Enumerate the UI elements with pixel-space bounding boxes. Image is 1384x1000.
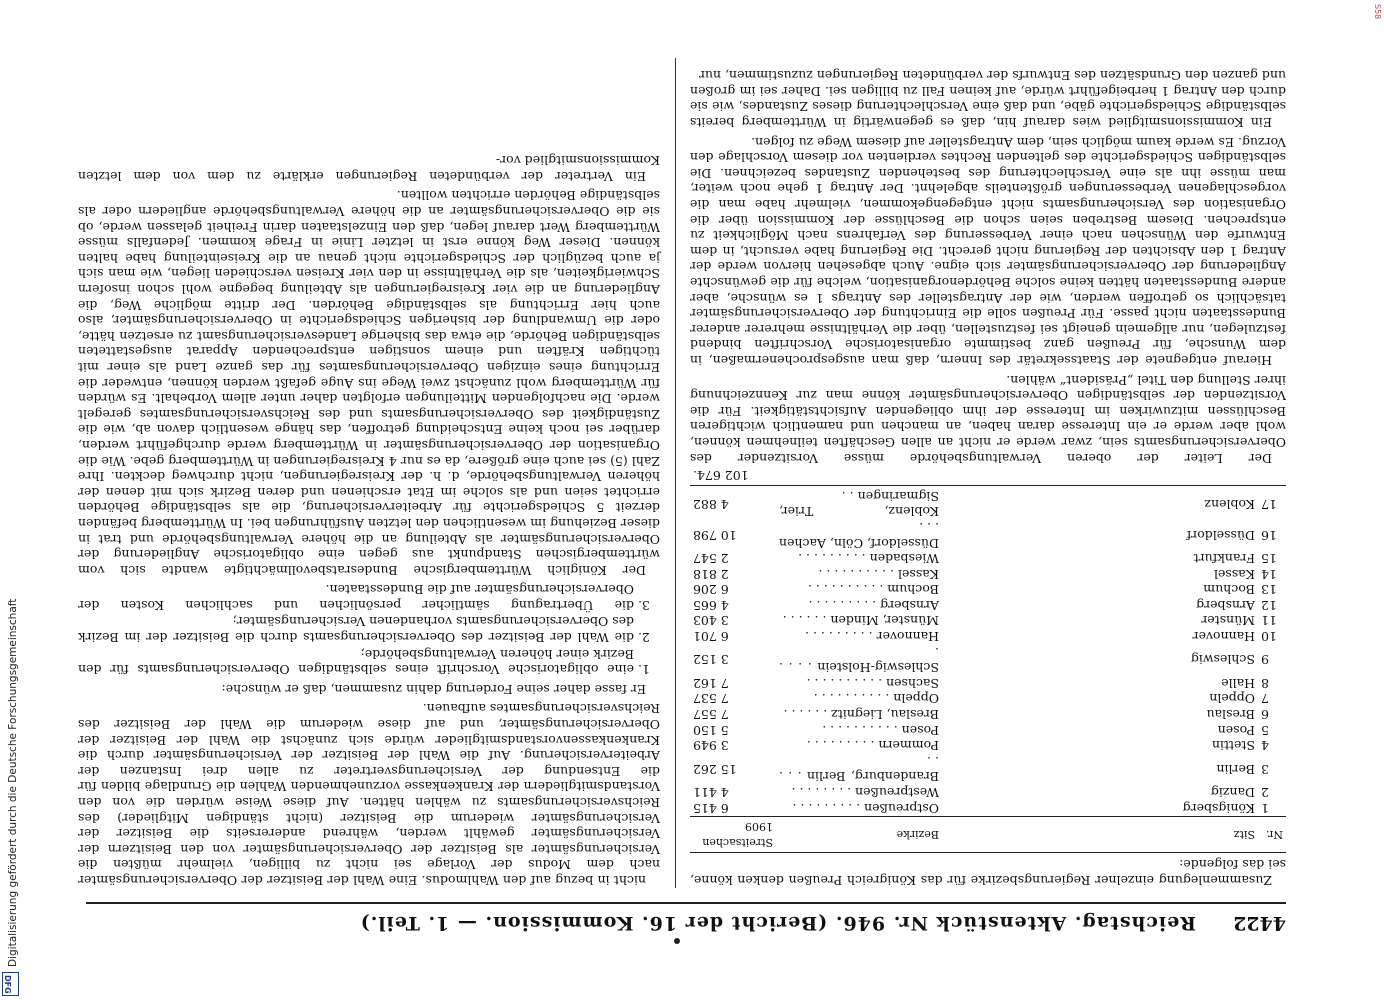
row-bezirke: Münster, Minden . . . . . . [782,613,939,629]
row-streitsachen: 4 665 [693,597,729,613]
row-streitsachen: 7 557 [693,707,729,723]
intro-paragraph: Zusammenlegung einzelner Regierungsbezirke für das Königreich Preußen denken könne, sei das folgende: [690,857,1286,888]
row-streitsachen: 2 547 [693,551,729,567]
row-nr: 6 [1261,707,1269,723]
digitization-credit: Digitalisierung gefördert durch die Deutsche Forschungsgemeinschaft [7,598,19,967]
right-column [78,149,660,888]
table-row [690,629,1286,645]
paragraph: Der Leiter der oberen Verwaltungsbehörde müsse Vorsitzender des Oberversicherungsamts sein, zwar werde er nicht an allen Geschäften teilnehmen können, wohl aber werde er ein Interesse daran haben, an manchen und namentlich wichtigeren Beschlüssen mitzuwirken im Interesse der ihm obliegenden Aufsichtstätigkeit. Für die Vorsitzenden der selbständigen Oberversicherungsämter könne man zur Kennzeichnung ihrer Stellung den Titel „Präsident“ wählen. [690,372,1286,466]
dfg-logo: DFG [2,972,19,996]
row-bezirke: Pommern . . . . . . . . . [806,738,939,754]
row-streitsachen: 4 411 [693,785,729,801]
row-nr: 14 [1261,566,1277,582]
demands-list [78,582,634,678]
row-nr: 5 [1261,722,1269,738]
row-bezirke: Düsseldorf, Cöln, Aachen . . . [779,519,939,551]
row-bezirke: Arnsberg . . . . . . . . . [808,597,939,613]
table-row [690,551,1286,567]
row-nr: 2 [1261,785,1269,801]
table-row [690,722,1286,738]
table-row [690,753,1286,784]
row-nr: 4 [1261,738,1269,754]
paragraph: nicht in bezug auf den Wahlmodus. Eine Wahl der Beisitzer der Oberversicherungsämter nach dem Modus der Vorlage sei nicht zu billigen, vielmehr müßten die Versicherungsämter als Beisitzer der Oberversicherungsämter von den Beisitzern der Versicherungsämter gewählt werden, während andererseits die Beisitzer der Versicherungsämter wiederum die Beisitzer (nicht ständigen Mitglieder) des Reichsversicherungsamts zu wählen hätten. Auf diese Weise würden die von den Vorstandsmitgliedern der Krankenkasse vorzunehmenden Wahlen die Grundlage bilden für die Entsendung der Versicherungsvertreter zu allen drei Instanzen der Arbeiterversicherung. Auf die Wahl der Beisitzer der Versicherungsämter durch die Krankenkassenvorstandsmitglieder würde sich zunächst die Wahl der Beisitzer der Oberversicherungsämter, und auf diese wiederum die Wahl der Beisitzer des Reichsversicherungsamtes aufbauen. [78,701,660,888]
row-streitsachen: 15 262 [693,761,737,777]
row-nr: 9 [1261,652,1269,668]
row-bezirke: Breslau, Liegnitz . . . . . . [783,707,939,723]
row-streitsachen: 6 701 [693,629,729,645]
row-bezirke: Posen . . . . . . . . . . [822,722,939,738]
row-streitsachen: 5 150 [693,722,729,738]
row-bezirke: Schleswig-Holstein . . . . . [779,644,939,676]
row-sitz: Bochum [1203,582,1255,598]
row-nr: 8 [1261,675,1269,691]
row-bezirke: Ostpreußen . . . . . . . . . [792,800,939,816]
row-nr: 3 [1261,761,1269,777]
table-row [690,566,1286,582]
row-streitsachen: 3 152 [693,652,729,668]
row-sitz: Posen [1217,722,1255,738]
header-bezirke: Bezirke [776,816,942,852]
row-bezirke: Wiesbaden . . . . . . . . . [798,551,939,567]
row-bezirke: Hannover . . . . . . . . . [805,629,939,645]
row-sitz: Breslau [1206,707,1255,723]
row-streitsachen: 7 537 [693,691,729,707]
row-streitsachen: 6 415 [693,800,729,816]
row-sitz: Schleswig [1190,652,1255,668]
row-sitz: Stettin [1211,738,1255,754]
table-row [690,613,1286,629]
row-nr: 16 [1261,527,1277,543]
row-nr: 11 [1261,613,1277,629]
row-sitz: Münster [1201,613,1255,629]
page-number: 4422 [1233,912,1286,934]
table-row [690,784,1286,800]
row-nr: 15 [1261,551,1277,567]
row-sitz: Frankfurt [1193,551,1255,567]
page-title: Reichstag. Aktenstück Nr. 946. (Bericht der 16. Kommission. — 1. Teil.) [359,912,1196,934]
row-bezirke: Brandenburg, Berlin . . . . . [779,753,939,785]
row-nr: 17 [1261,496,1277,512]
list-item: 2. die Wahl der Beisitzer des Oberversicherungsamts durch die Beisitzer der im Bezirk des Oberversicherungsamts vorhandenen Versicherungsämter; [78,614,634,645]
table-total: 102 674. [690,466,1286,487]
table-row [690,691,1286,707]
row-streitsachen: 6 206 [693,582,729,598]
list-item: 1. eine obligatorische Vorschrift eines selbständigen Oberversicherungsamts für den Bezirk einer höheren Verwaltungsbehörde; [78,646,634,677]
row-streitsachen: 2 818 [693,566,729,582]
list-item: 3. die Übertragung sämtlicher persönlichen und sachlichen Kosten der Oberversicherungsämter auf die Bundesstaaten. [78,582,634,613]
column-divider [675,58,676,888]
table-row [690,800,1286,816]
row-sitz: Koblenz [1204,496,1255,512]
table-row [690,582,1286,598]
page-header [106,908,1286,934]
header-sitz: Sitz [942,816,1258,852]
page-signature: S58 [1373,4,1382,20]
row-streitsachen: 7 162 [693,675,729,691]
row-streitsachen: 3 949 [693,738,729,754]
paragraph: Er fasse daher seine Forderung dahin zusammen, daß er wünsche: [221,681,646,697]
district-table [690,488,1286,853]
row-bezirke: Oppeln . . . . . . . . . . [813,691,939,707]
row-nr: 12 [1261,597,1277,613]
table-row [690,488,1286,519]
row-sitz: Königsberg [1182,800,1255,816]
row-sitz: Arnsberg [1196,597,1255,613]
row-bezirke: Sachsen . . . . . . . . . . [806,675,939,691]
table-body [690,488,1286,816]
paragraph: Ein Kommissionsmitglied wies darauf hin, daß es gegenwärtig in Württemberg bereits selbständige Schiedsgerichte gäbe, und daß eine Verschlechterung dieses Zustandes, wie sie durch den Antrag 1 herbeigeführt würde, auf keinen Fall zu billigen sei. Daher sei im großen und ganzen den Grundsätzen des Entwurfs der verbündeten Regierungen zuzustimmen, nur [690,68,1286,131]
row-nr: 10 [1261,629,1277,645]
row-sitz: Oppeln [1209,691,1255,707]
header-rule [86,902,1286,904]
table-row [690,597,1286,613]
print-mark [674,938,680,944]
paragraph: Ein Vertreter der verbündeten Regierungen erklärte zu dem von dem letzten Kommissionsmitglied vor- [78,153,660,184]
row-bezirke: Westpreußen . . . . . . . . [791,785,939,801]
row-streitsachen: 3 403 [693,613,729,629]
row-nr: 13 [1261,582,1277,598]
row-sitz: Danzig [1210,785,1255,801]
row-nr: 1 [1261,800,1269,816]
row-sitz: Berlin [1216,761,1255,777]
header-nr: Nr. [1258,816,1286,852]
header-streitsachen: Streitsachen 1909 [690,816,776,852]
paragraph: Der Königlich Württembergische Bundesratsbevollmächtigte wandte sich vom württembergischen Standpunkt aus gegen eine obligatorische Angliederung der Oberversicherungsämter als Abteilung an die höhere Verwaltungsbehörde und trat in dieser Beziehung im wesentlichen den letzten Ausführungen bei. In Württemberg befänden derzeit 5 Schiedsgerichte für Arbeiterversicherung, die als selbständige Behörden errichtet seien und als solche im Etat erschienen und deren Bezirk sich mit denen der höheren Verwaltungsbehörde, d. h. der Kreisregierungen, nicht durchweg deckten. Ihre Zahl (5) sei auch eine größere, da es nur 4 Kreisregierungen in Württemberg gebe. Wie die Organisation der Oberversicherungsämter in Württemberg werde durchgeführt werden, darüber sei noch keine Entscheidung getroffen, das hänge wesentlich davon ab, wie die Zuständigkeit des Oberversicherungsamts und des Reichsversicherungsamtes geregelt werde. Die nachfolgenden Mitteilungen erfolgten daher unter allem Vorbehalt. Es würden für Württemberg wohl zunächst zwei Wege ins Auge gefaßt werden können, entweder die Errichtung eines einzigen Oberversicherungsamtes für das ganze Land als einer mit tüchtigen Kräften und einem sonstigen entsprechenden Apparat ausgestatteten selbständigen Behörde, die etwa das bisherige Landesversicherungsamt zu ersetzen hätte, oder die Umwandlung der bisherigen Schiedsgerichte in Oberversicherungsämter, also auch hier Errichtung als selbständige Behörden. Der dritte mögliche Weg, die Angliederung an die vier Kreisregierungen als Abteilung begegne wohl schon insofern Schwierigkeiten, als die Verhältnisse in den vier Kreisen verschieden liegen, wie man sich ja auch bezüglich der Schiedsgerichte nicht genau an die Kreiseinteilung habe halten können. Dieser Weg könne erst in letzter Linie in Frage kommen. Jedenfalls müsse Württemberg Wert darauf legen, daß den Einzelstaaten darin Freiheit gelassen werde, ob sie die Oberversicherungsämter an die höhere Verwaltungsbehörde angliedern oder als selbständige Behörden errichten wollten. [77,188,660,578]
table-row [690,706,1286,722]
table-row [690,738,1286,754]
row-nr: 7 [1261,691,1269,707]
row-bezirke: Bochum . . . . . . . . . . [807,582,939,598]
row-bezirke: Kassel . . . . . . . . . . [818,566,939,582]
left-column [690,64,1286,888]
table-row [690,519,1286,550]
table-row [690,675,1286,691]
paragraph: Hierauf entgegnete der Staatssekretär des Innern, daß man ausgesprochenermaßen, in dem Wunsche, für Preußen ganz bestimmte organisatorische Vorschriften bindend festzulegen, nur allgemein geneigt sei festzustellen, über die Verhältnisse mehrerer anderer Bundesstaaten nicht passe. Für Preußen solle die Einrichtung der Oberversicherungsämter tatsächlich so getroffen werden, wie der Antragsteller des Antrags 1 es wünsche, aber andere Bundesstaaten hätten keine solche Behördenorganisation, welche für die gewünschte Angliederung der Oberversicherungsämter sich eigne. Auch abgesehen hiervon werde der Antrag 1 den Absichten der Regierung nicht gerecht. Die Regierung habe versucht, in dem Entwurfe den Wünschen nach einer Verbesserung des Verfahrens nach Möglichkeit zu entsprechen. Diesem Bestreben seien schon die Beschlüsse der Kommission über die Organisation des Versicherungsamts nicht entgegengekommen, vielmehr habe man die vorgeschlagenen Verbesserungen größtenteils abgelehnt. Der Antrag 1 gehe noch weiter, man müsse ihn als eine Verschlechterung des bestehenden Zustandes bezeichnen. Die selbständigen Schiedsgerichte des geltenden Rechtes verdienten vor diesem Vorschlage den Vorzug. Es werde kaum möglich sein, dem Antragsteller auf diesem Wege zu folgen. [690,134,1286,368]
row-bezirke: Koblenz, Trier, Sigmaringen . . [779,488,939,520]
row-sitz: Kassel [1213,566,1255,582]
table-header-row [690,816,1286,852]
table-row [690,644,1286,675]
row-sitz: Hannover [1192,629,1255,645]
row-streitsachen: 4 882 [693,496,729,512]
row-sitz: Düsseldorf [1186,527,1255,543]
row-sitz: Halle [1221,675,1255,691]
row-streitsachen: 10 798 [693,527,737,543]
